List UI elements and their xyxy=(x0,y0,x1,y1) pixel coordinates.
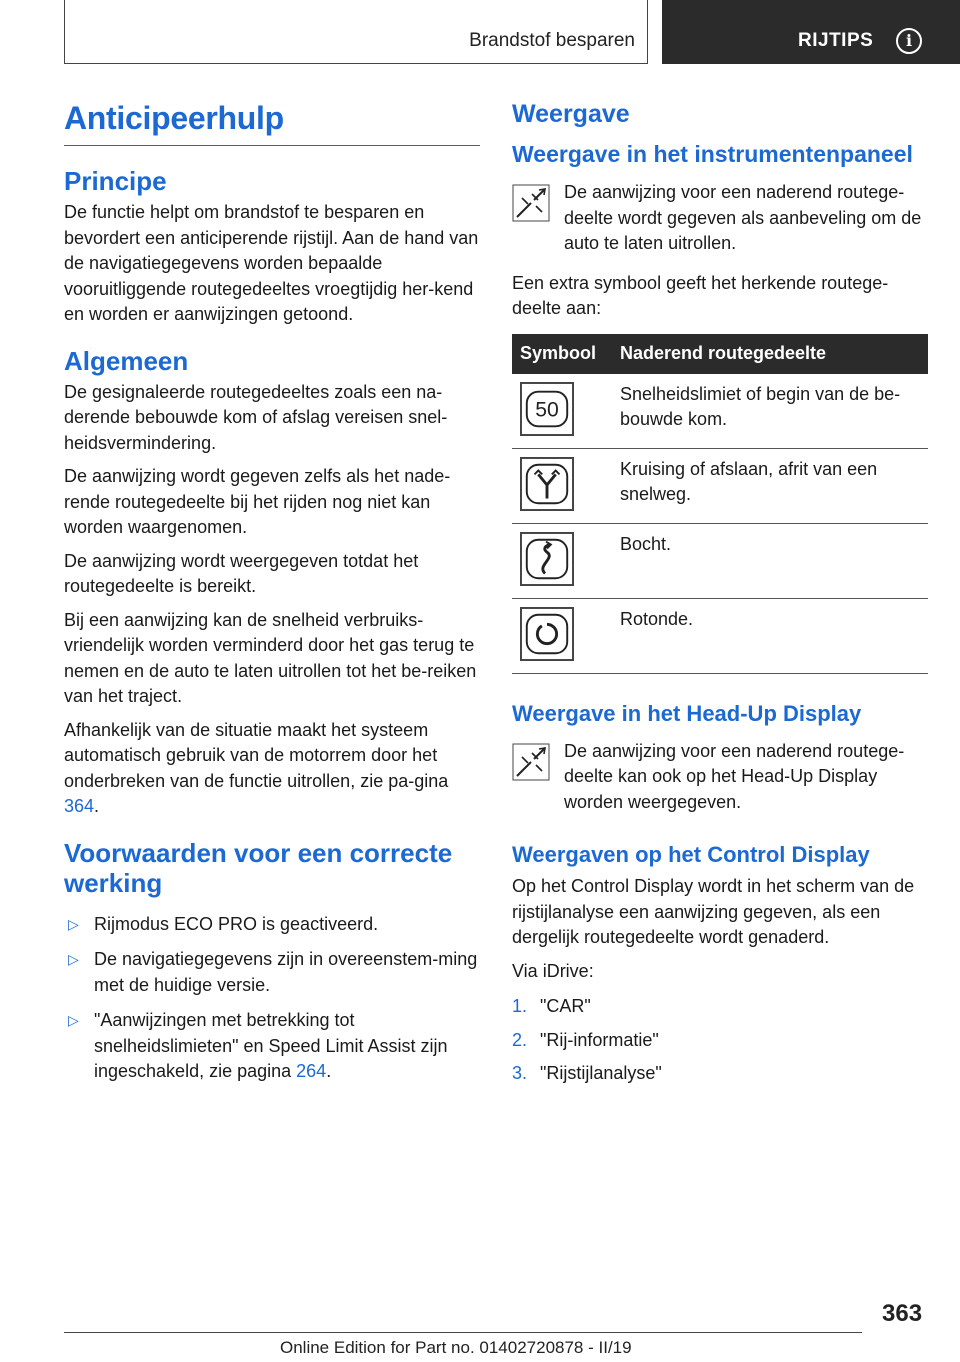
table-header-symbol: Symbool xyxy=(512,334,612,374)
page-link-264[interactable]: 264 xyxy=(296,1061,327,1081)
table-row xyxy=(512,598,928,673)
voorwaarden-heading: Voorwaarden voor een correcte werking xyxy=(64,837,453,898)
triangle-bullet-icon: ▷ xyxy=(68,915,79,932)
hud-heading: Weergave in het Head-Up Display xyxy=(512,700,862,726)
table-row xyxy=(512,448,928,523)
hud-note-text: De aanwijzing voor een naderend routege-deelte kan ook op het Head-Up Display worden weergegeven. xyxy=(564,740,905,812)
header-chapter-tab xyxy=(662,0,960,64)
list-item-text: "Aanwijzingen met betrekking tot snelheidslimieten" en Speed Limit Assist zijn ingeschakeld, zie pagina xyxy=(94,1010,448,1081)
step-text: "Rij-informatie" xyxy=(540,1029,659,1050)
table-cell-text: Snelheidslimiet of begin van de be-bouwde kom. xyxy=(612,374,928,449)
info-icon: i xyxy=(896,28,922,54)
table-cell-text: Bocht. xyxy=(612,523,928,598)
header-section-title: Brandstof besparen xyxy=(469,30,635,51)
list-item xyxy=(64,912,480,938)
instrument-heading: Weergave in het instrumentenpaneel xyxy=(512,141,913,167)
edition-text: Online Edition for Part no. 01402720878 - II/19 xyxy=(280,1338,632,1357)
algemeen-p4: Bij een aanwijzing kan de snelheid verbruiks-vriendelijk worden verminderd door het gas terug te nemen en de auto te laten uitrollen tot het be-reiken van het traject. xyxy=(64,609,477,706)
triangle-bullet-icon: ▷ xyxy=(68,951,79,967)
table-row xyxy=(512,523,928,598)
table-header-row xyxy=(512,334,928,374)
list-item-end: . xyxy=(326,1061,332,1081)
speed-limit-value: 50 xyxy=(535,398,559,422)
table-cell-symbol xyxy=(512,523,612,598)
algemeen-heading: Algemeen xyxy=(64,345,189,376)
voorwaarden-list xyxy=(64,912,480,1085)
list-item xyxy=(512,994,928,1020)
list-item-text: De navigatiegegevens zijn in overeenstem-ming met de huidige versie. xyxy=(94,949,478,995)
instrument-note-text: De aanwijzing voor een naderend routege-deelte wordt gegeven als aanbeveling om de auto te laten uitrollen. xyxy=(564,182,922,253)
triangle-bullet-icon: ▷ xyxy=(68,1012,79,1028)
speed-limit-50-icon xyxy=(520,382,574,436)
step-text: "Rijstijlanalyse" xyxy=(540,1063,662,1083)
table-cell-symbol xyxy=(512,598,612,673)
no-traffic-info-icon xyxy=(512,743,550,781)
algemeen-p3: De aanwijzing wordt weergegeven totdat het routegedeelte is bereikt. xyxy=(64,550,419,596)
curve-icon xyxy=(520,532,574,586)
algemeen-p1: De gesignaleerde routegedeeltes zoals een na-derende bebouwde kom of afslag vereisen snel-heidsvermindering. xyxy=(64,381,448,453)
list-item xyxy=(64,1008,480,1085)
list-item xyxy=(512,1028,928,1054)
control-text: Op het Control Display wordt in het scherm van de rijstijlanalyse een aanwijzing gegeven, als een dergelijk routegedeelte wordt genaderd. xyxy=(512,876,915,947)
list-item-text: Rijmodus ECO PRO is geactiveerd. xyxy=(94,913,379,934)
list-item xyxy=(512,1061,928,1087)
instrument-text: Een extra symbool geeft het herkende routege-deelte aan: xyxy=(512,272,889,318)
page-link-364[interactable]: 364 xyxy=(64,796,95,816)
no-traffic-info-icon xyxy=(512,184,550,222)
list-item xyxy=(64,947,480,998)
symbol-table xyxy=(512,334,928,674)
table-cell-symbol xyxy=(512,448,612,523)
weergave-heading: Weergave xyxy=(512,100,630,128)
footer-divider xyxy=(64,1332,862,1333)
table-cell-text: Kruising of afslaan, afrit van een snelweg. xyxy=(612,448,928,523)
principe-heading: Principe xyxy=(64,166,167,196)
table-header-description: Naderend routegedeelte xyxy=(612,334,928,374)
algemeen-p2: De aanwijzing wordt gegeven zelfs als het nade-rende routegedeelte bij het rijden nog niet kan worden waargenomen. xyxy=(64,466,451,537)
principe-text: De functie helpt om brandstof te besparen en bevordert een anticiperende rijstijl. Aan de hand van de navigatiegegevens worden bepaalde vooruitliggende routegedeeltes vroegtijdig her-kend en worden er aanwijzingen getoond. xyxy=(64,202,479,324)
table-cell-symbol xyxy=(512,374,612,449)
step-number: 3. xyxy=(512,1063,528,1083)
table-cell-text: Rotonde. xyxy=(612,598,928,673)
header-chapter-title: RIJTIPS xyxy=(798,30,874,51)
page-number: 363 xyxy=(882,1300,923,1327)
algemeen-p5-text: Afhankelijk van de situatie maakt het systeem automatisch gebruik van de motorrem door het onderbreken van de functie uitrollen, zie pa-gina xyxy=(64,719,449,791)
step-text: "CAR" xyxy=(540,996,591,1016)
idrive-steps xyxy=(512,994,928,1087)
left-column xyxy=(64,100,480,1095)
hud-note xyxy=(512,739,928,816)
instrument-note xyxy=(512,180,928,257)
algemeen-p5 xyxy=(64,718,480,820)
right-column xyxy=(512,100,928,1095)
junction-icon xyxy=(520,457,574,511)
roundabout-icon xyxy=(520,607,574,661)
step-number: 1. xyxy=(512,996,528,1016)
header-section-tab xyxy=(64,0,648,64)
control-via: Via iDrive: xyxy=(512,960,594,981)
algemeen-p5-end: . xyxy=(94,796,100,816)
table-row xyxy=(512,374,928,449)
page-title: Anticipeerhulp xyxy=(64,100,480,146)
control-heading: Weergaven op het Control Display xyxy=(512,842,870,867)
step-number: 2. xyxy=(512,1029,528,1050)
